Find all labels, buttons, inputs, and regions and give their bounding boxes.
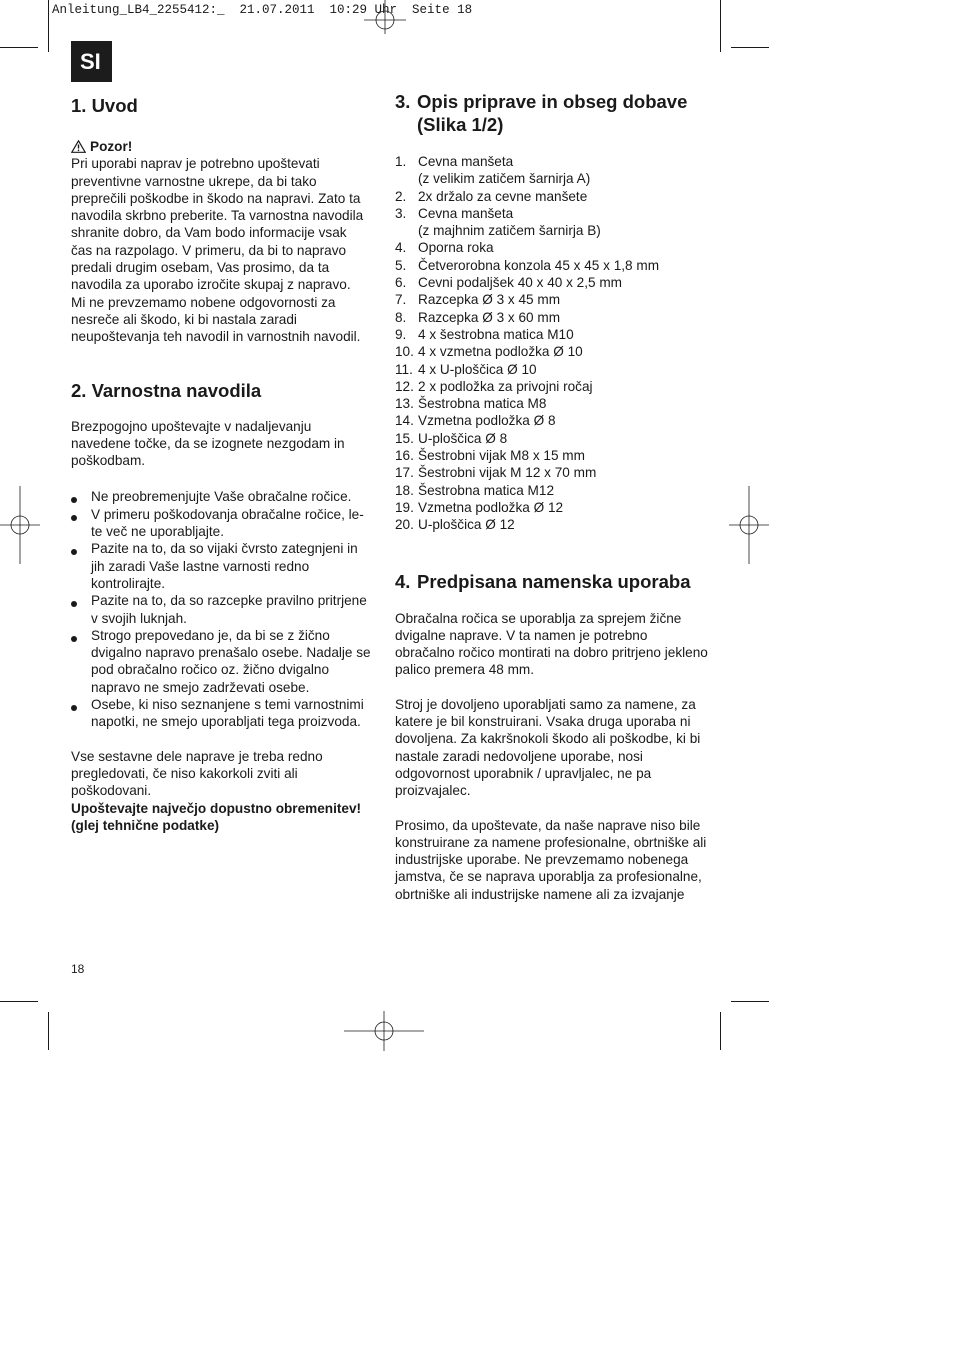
list-item: 14. Vzmetna podložka Ø 8 <box>395 413 556 429</box>
crop-mark <box>731 1001 769 1002</box>
list-item: 18. Šestrobna matica M12 <box>395 482 555 498</box>
list-item: 15. U-ploščica Ø 8 <box>395 430 508 446</box>
bullet-icon <box>71 705 77 711</box>
list-item: 13. Šestrobna matica M8 <box>395 396 547 412</box>
left-column <box>71 94 371 834</box>
crop-mark <box>48 0 49 52</box>
list-item: Strogo prepovedano je, da bi se z žično dvigalno napravo prenašalo osebe. Nadalje se pod obračalno ročico oz. žično dvigalno napravo ne smejo zadrževati osebe. <box>71 627 371 696</box>
list-item: 6. Cevni podaljšek 40 x 40 x 2,5 mm <box>395 275 623 291</box>
crop-mark <box>720 1012 721 1050</box>
warning-triangle-icon <box>71 140 86 153</box>
bullet-icon <box>71 497 77 503</box>
list-item: 20. U-ploščica Ø 12 <box>395 517 515 533</box>
registration-mark <box>364 0 406 34</box>
page-number: 18 <box>71 962 85 976</box>
usage-paragraph: Stroj je dovoljeno uporabljati samo za namene, za katere je bil konstruirani. Vsaka druga uporaba ni dovoljena. Za kakršnokoli škodo ali poškodbe, ki bi nastale zaradi nedovoljene uporabe, nosi odgovornost uporabnik / upravljalec, ne pa proizvajalec. <box>395 696 701 799</box>
list-item: 7. Razcepka Ø 3 x 45 mm <box>395 292 561 308</box>
bullet-icon <box>71 636 77 642</box>
section-2-heading: 2. Varnostna navodila <box>71 379 262 401</box>
list-item: 1. Cevna manšeta (z velikim zatičem šarnirja A) <box>395 154 591 187</box>
crop-mark <box>720 0 721 52</box>
safety-outro: Vse sestavne dele naprave je treba redno pregledovati, če niso kakorkoli zviti ali poškodovani. <box>71 748 323 799</box>
registration-mark <box>344 1011 424 1051</box>
crop-mark <box>0 47 38 48</box>
safety-intro: Brezpogojno upoštevajte v nadaljevanju navedene točke, da se izognete nezgodam in poškodbam. <box>71 418 345 469</box>
crop-mark <box>0 1001 38 1002</box>
safety-outro-bold: Upoštevajte največjo dopustno obremenitev! (glej tehnične podatke) <box>71 800 362 833</box>
list-item: Ne preobremenjujte Vaše obračalne ročice. <box>71 488 371 505</box>
list-item: 2. 2x držalo za cevne manšete <box>395 188 588 204</box>
list-item: 10. 4 x vzmetna podložka Ø 10 <box>395 344 583 360</box>
list-item: 9. 4 x šestrobna matica M10 <box>395 326 574 342</box>
bullet-icon <box>71 601 77 607</box>
list-item: 17. Šestrobni vijak M 12 x 70 mm <box>395 465 597 481</box>
registration-mark <box>729 486 769 564</box>
list-item: 3. Cevna manšeta (z majhnim zatičem šarnirja B) <box>395 205 601 239</box>
usage-paragraph: Obračalna ročica se uporablja za sprejem žične dvigalne naprave. V ta namen je potrebno obračalno ročico montirati na dobro pritrjeno jekleno palico premera 48 mm. <box>395 610 708 678</box>
section-4-heading: 4. Predpisana namenska uporaba <box>395 570 691 592</box>
safety-list <box>71 488 371 730</box>
language-badge: SI <box>71 41 112 82</box>
list-item: Pazite na to, da so vijaki čvrsto zategnjeni in jih zaradi Vaše lastne varnosti redno kontrolirajte. <box>71 540 371 592</box>
list-item: 4. Oporna roka <box>395 240 494 256</box>
list-item: 5. Četverorobna konzola 45 x 45 x 1,8 mm <box>395 257 660 273</box>
warning-label <box>71 138 371 155</box>
bullet-icon <box>71 549 77 555</box>
section-1-heading: 1. Uvod <box>71 95 138 116</box>
list-item: 12. 2 x podložka za privojni ročaj <box>395 378 593 394</box>
bullet-icon <box>71 515 77 521</box>
crop-mark <box>48 1012 49 1050</box>
usage-paragraph: Prosimo, da upoštevate, da naše naprave niso bile konstruirane za namene profesionalne, obrtniške ali industrijske uporabe. Ne prevzemamo nobenega jamstva, če se naprava uporablja za profesionalne, obrtniške ali industrijske namene ali za izvajanje <box>395 817 707 902</box>
warning-text: Pozor! <box>90 139 133 154</box>
registration-mark <box>0 486 40 564</box>
list-item: 8. Razcepka Ø 3 x 60 mm <box>395 309 561 325</box>
crop-mark <box>731 47 769 48</box>
list-item: V primeru poškodovanja obračalne ročice, le-te več ne uporabljajte. <box>71 506 371 541</box>
list-item: 19. Vzmetna podložka Ø 12 <box>395 499 564 515</box>
print-slug: Anleitung_LB4_2255412:_ 21.07.2011 10:29 Uhr Seite 18 <box>52 3 473 17</box>
intro-paragraph: Mi ne prevzemamo nobene odgovornosti za nesreče ali škodo, ki bi nastala zaradi neupoštevanja teh navodil in varnostnih navodil. <box>71 294 361 345</box>
list-item: Osebe, ki niso seznanjene s temi varnostnimi napotki, ne smejo uporabljati tega proizvoda. <box>71 696 371 731</box>
parts-list <box>395 153 710 534</box>
list-item: 16. Šestrobni vijak M8 x 15 mm <box>395 448 585 464</box>
intro-paragraph: Pri uporabi naprav je potrebno upoštevati preventivne varnostne ukrepe, da bi tako preprečili poškodbe in škodo na napravi. Zato ta navodila skrbno preberite. Ta varnostna navodila shranite dobro, da Vam bodo informacije vsak čas na razpolago. V primeru, da bi to napravo predali drugim osebam, Vas prosimo, da ta navodila za uporabo izročite skupaj z napravo. <box>71 156 364 293</box>
list-item: 11. 4 x U-ploščica Ø 10 <box>395 361 537 377</box>
right-column <box>395 90 710 903</box>
list-item: Pazite na to, da so razcepke pravilno pritrjene v svojih luknjah. <box>71 592 371 627</box>
section-3-heading: 3. Opis priprave in obseg dobave (Slika 1/2) <box>395 91 688 135</box>
